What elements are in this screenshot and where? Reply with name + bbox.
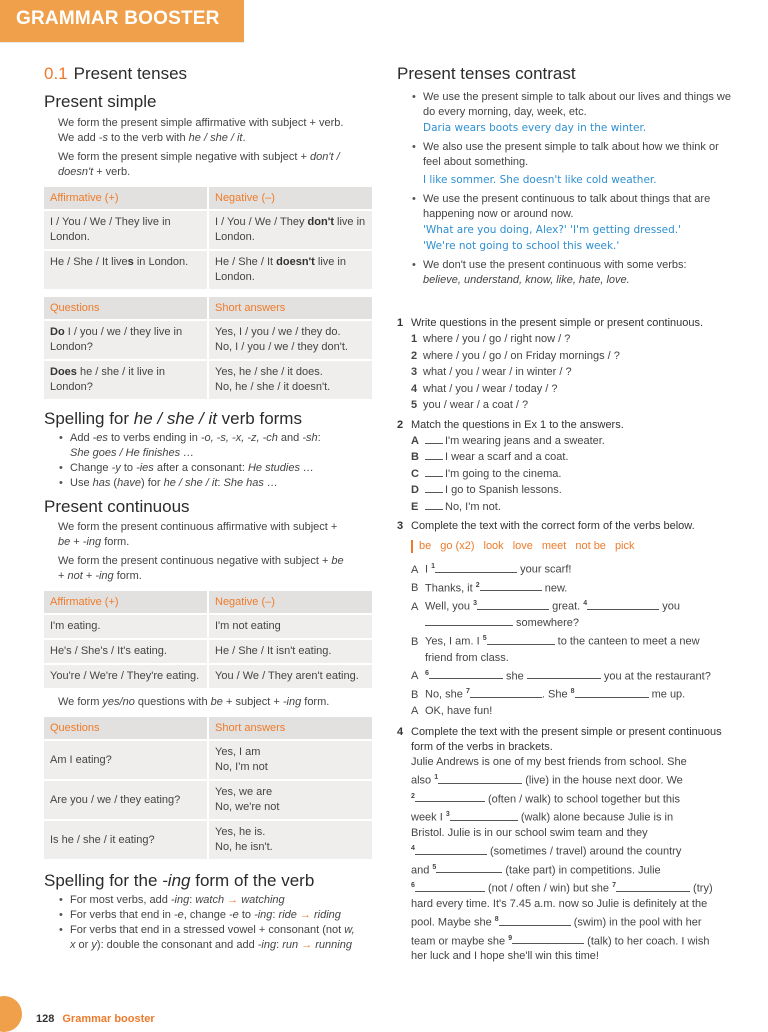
table-cell: Are you / we / they eating? [44, 781, 207, 819]
table-cell: I / You / We / They don't live in London. [209, 211, 372, 249]
left-column [44, 64, 376, 953]
text-line: her luck and I hope she'll win this time! [411, 950, 599, 963]
section-title-text: Present tenses [73, 64, 188, 83]
item-number: B [411, 451, 419, 463]
answer-blank[interactable] [470, 688, 542, 698]
word-box-item: not be [575, 540, 606, 553]
present-continuous-title: Present continuous [44, 497, 190, 516]
exercise-1-item [411, 397, 737, 414]
ing-rules-list [44, 893, 376, 953]
table-cell: He / She / It doesn't live in London. [209, 251, 372, 289]
list-item: • We use the present simple to talk about our lives and things we do every morning, day, week, etc. Daria wears boots every day in the winter. [423, 90, 737, 136]
list-item: • For verbs that end in -e, change -e to -ing: ride → riding [70, 908, 376, 923]
dialogue-line: somewhere? [397, 615, 737, 631]
word-box-item: be [419, 540, 432, 553]
word-box-item: meet [541, 540, 567, 553]
present-simple-title: Present simple [44, 92, 157, 111]
item-text: I wear a scarf and a coat. [445, 451, 569, 463]
table-cell: Am I eating? [44, 741, 207, 779]
exercise-4-heading: 4 Complete the text with the present simple or present continuous form of the verbs in brackets. [397, 725, 722, 753]
exercise-4-text [397, 755, 737, 964]
page-number: 128 [36, 1013, 55, 1025]
word-box-item: love [512, 540, 533, 553]
table-cell: Yes, he / she / it does. No, he / she / it doesn't. [209, 361, 372, 399]
pc-questions-table [42, 715, 374, 861]
word-box-item: pick [614, 540, 635, 553]
answer-blank[interactable] [512, 934, 584, 944]
ps-affirmative-negative-table [42, 185, 374, 291]
table-cell: Is he / she / it eating? [44, 821, 207, 859]
item-text: where / you / go / right now / ? [423, 333, 571, 345]
ps-rule-2: We form the present simple negative with subject + don't / doesn't + verb. [58, 151, 340, 178]
list-item: • We don't use the present continuous with some verbs: believe, understand, know, like, hate, love. [423, 258, 737, 288]
answer-blank[interactable] [425, 467, 443, 477]
answer-blank[interactable] [435, 563, 517, 573]
answer-blank[interactable] [480, 581, 542, 591]
item-text: I'm going to the cinema. [445, 467, 562, 480]
spelling-he-she-it-title: Spelling for he / she / it verb forms [44, 409, 302, 428]
page-tab-circle [0, 996, 22, 1032]
table-cell: I'm eating. [44, 615, 207, 638]
list-item: • Change -y to -ies after a consonant: He studies … [70, 461, 376, 476]
example-text: I like sommer. She doesn't like cold weather. [423, 174, 657, 186]
exercise-1-item [411, 364, 737, 381]
exercise-1-item [411, 381, 737, 398]
answer-blank[interactable] [527, 669, 601, 679]
dialogue-line: B No, she $^7$ . She $^8$ me up. [411, 688, 686, 701]
answer-blank[interactable] [587, 600, 659, 610]
list-item: • We use the present continuous to talk about things that are happening now or around now. 'What are you doing, Alex?' 'I'm getting dressed.' 'We're not going to school this week.' [423, 192, 737, 254]
list-item: • For verbs that end in a stressed vowel + consonant (not w, x or y): double the consonant and add -ing: run → running [70, 923, 376, 953]
dialogue-line: A OK, have fun! [411, 704, 493, 717]
ps-questions-table [42, 295, 374, 401]
table-header: Negative (–) [209, 591, 372, 613]
list-item: • We also use the present simple to talk about how we think or feel about something. I like sommer. She doesn't like cold weather. [423, 140, 737, 188]
spelling-rules-list [44, 431, 376, 491]
text-line: hard every time. It's 7.45 a.m. now so Julie is definitely at the [411, 897, 708, 910]
answer-blank[interactable] [425, 434, 443, 444]
text-line: pool. Maybe she $^8$ (swim) in the pool with her [411, 915, 702, 929]
word-box [397, 540, 737, 553]
exercise-2-item [411, 449, 737, 466]
table-header: Affirmative (+) [44, 591, 207, 613]
answer-blank[interactable] [575, 688, 649, 698]
table-cell: Yes, he is. No, he isn't. [209, 821, 372, 859]
header-title: GRAMMAR BOOSTER [16, 8, 220, 29]
answer-blank[interactable] [429, 669, 503, 679]
item-number: 5 [411, 399, 418, 411]
table-cell: He / She / It lives in London. [44, 251, 207, 289]
answer-blank[interactable] [425, 500, 443, 510]
dialogue-line: A $^6$ she you at the restaurant? [411, 669, 711, 683]
exercise-2-heading: 2 Match the questions in Ex 1 to the answers. [397, 418, 624, 431]
table-cell: Yes, I am No, I'm not [209, 741, 372, 779]
answer-blank[interactable] [477, 600, 549, 610]
table-header: Questions [44, 717, 207, 739]
table-cell: You / We / They aren't eating. [209, 665, 372, 688]
footer-title: Grammar booster [62, 1013, 155, 1025]
table-header: Short answers [209, 717, 372, 739]
item-number: C [411, 467, 419, 480]
word-box-item: go (x2) [440, 540, 475, 553]
answer-blank[interactable] [438, 774, 522, 784]
text-line: $^6$ (not / often / win) but she $^7$ (try) [411, 882, 713, 895]
answer-blank[interactable] [415, 882, 485, 892]
table-cell: I / You / We / They live in London. [44, 211, 207, 249]
answer-blank[interactable] [415, 792, 485, 802]
answer-blank[interactable] [487, 635, 555, 645]
list-item: • Use has (have) for he / she / it: She has … [70, 476, 376, 491]
section-title [44, 64, 376, 84]
header-banner [0, 0, 244, 43]
table-cell: Do I / you / we / they live in London? [44, 321, 207, 359]
example-text: 'We're not going to school this week.' [423, 240, 620, 252]
pc-affirmative-negative-table [42, 589, 374, 690]
item-text: I go to Spanish lessons. [445, 484, 562, 496]
exercise-1-item [411, 331, 737, 348]
pc-rule-1: We form the present continuous affirmative with subject + be + -ing form. [58, 521, 338, 548]
list-item: • Add -es to verbs ending in -o, -s, -x, -z, -ch and -sh: She goes / He finishes … [70, 431, 376, 461]
answer-blank[interactable] [425, 450, 443, 460]
item-number: 3 [411, 366, 418, 378]
item-text: where / you / go / on Friday mornings / ? [423, 349, 620, 362]
word-box-bar [411, 540, 413, 553]
table-header: Affirmative (+) [44, 187, 207, 209]
pc-rule-3: We form yes/no questions with be + subject + -ing form. [58, 696, 330, 708]
dialogue-line: friend from class. [425, 651, 509, 664]
exercise-2-item [411, 499, 737, 516]
exercise-2-item [411, 466, 737, 483]
answer-blank[interactable] [436, 863, 502, 873]
answer-blank[interactable] [425, 616, 513, 626]
dialogue-line: B Thanks, it $^2$ new. [411, 581, 568, 595]
item-number: D [411, 484, 419, 496]
table-cell: Yes, I / you / we / they do. No, I / you / we / they don't. [209, 321, 372, 359]
table-cell: I'm not eating [209, 615, 372, 638]
answer-blank[interactable] [450, 811, 518, 821]
text-line: $^4$ (sometimes / travel) around the country [411, 844, 682, 858]
text-line: $^2$ (often / walk) to school together but this [411, 792, 680, 806]
answer-blank[interactable] [499, 916, 571, 926]
table-header: Questions [44, 297, 207, 319]
exercise-2-item [411, 433, 737, 450]
text-line: week I $^3$ (walk) alone because Julie is in [411, 811, 674, 824]
dialogue-line: A Well, you $^3$ great. $^4$ you [411, 600, 680, 613]
table-header: Negative (–) [209, 187, 372, 209]
item-number: E [411, 500, 419, 513]
answer-blank[interactable] [415, 845, 487, 855]
arrow-icon: → [301, 939, 313, 951]
contrast-list [397, 90, 737, 288]
text-line: Julie Andrews is one of my best friends from school. She [411, 755, 687, 768]
dialogue-line: B Yes, I am. I $^5$ to the canteen to meet a new [411, 634, 700, 648]
arrow-icon: → [299, 909, 311, 921]
page-footer [36, 1013, 155, 1025]
answer-blank[interactable] [425, 483, 443, 493]
text-line: Bristol. Julie is in our school swim team and they [411, 826, 648, 839]
item-text: I'm wearing jeans and a sweater. [445, 434, 605, 447]
item-text: you / wear / a coat / ? [423, 399, 529, 411]
pc-rule-2: We form the present continuous negative with subject + be + not + -ing form. [58, 555, 344, 582]
item-text: what / you / wear / today / ? [423, 382, 558, 395]
answer-blank[interactable] [616, 882, 690, 892]
section-number: 0.1 [44, 64, 68, 83]
exercise-1-heading: 1 Write questions in the present simple or present continuous. [397, 317, 704, 329]
exercise-2-item [411, 482, 737, 499]
dialogue-line: A I $^1$ your scarf! [411, 563, 572, 576]
exercise-2-list [397, 433, 737, 516]
list-item: • For most verbs, add -ing: watch → watching [70, 893, 376, 908]
item-number: 4 [411, 382, 418, 395]
text-line: also $^1$ (live) in the house next door. We [411, 773, 683, 787]
arrow-icon: → [227, 894, 239, 906]
right-column [397, 64, 737, 964]
table-cell: Yes, we are No, we're not [209, 781, 372, 819]
table-cell: Does he / she / it live in London? [44, 361, 207, 399]
exercise-3-heading: 3 Complete the text with the correct form of the verbs below. [397, 520, 695, 532]
item-number: 1 [411, 333, 418, 345]
text-line: team or maybe she $^9$ (talk) to her coach. I wish [411, 934, 710, 948]
example-text: Daria wears boots every day in the winter. [423, 122, 647, 134]
exercise-3-dialogue [397, 559, 737, 719]
item-number: A [411, 434, 419, 447]
spelling-ing-title: Spelling for the -ing form of the verb [44, 871, 315, 890]
example-text: 'What are you doing, Alex?' 'I'm getting dressed.' [423, 224, 682, 236]
table-cell: He's / She's / It's eating. [44, 640, 207, 663]
item-text: No, I'm not. [445, 500, 501, 513]
table-cell: He / She / It isn't eating. [209, 640, 372, 663]
word-box-item: look [483, 540, 504, 553]
ps-rule-1: We form the present simple affirmative with subject + verb. We add -s to the verb with he / she / it. [58, 117, 344, 144]
table-header: Short answers [209, 297, 372, 319]
text-line: and $^5$ (take part) in competitions. Julie [411, 863, 661, 877]
contrast-title: Present tenses contrast [397, 64, 576, 83]
item-number: 2 [411, 349, 418, 362]
exercise-1-item [411, 348, 737, 365]
table-cell: You're / We're / They're eating. [44, 665, 207, 688]
exercise-1-list [397, 331, 737, 414]
item-text: what / you / wear / in winter / ? [423, 366, 572, 378]
